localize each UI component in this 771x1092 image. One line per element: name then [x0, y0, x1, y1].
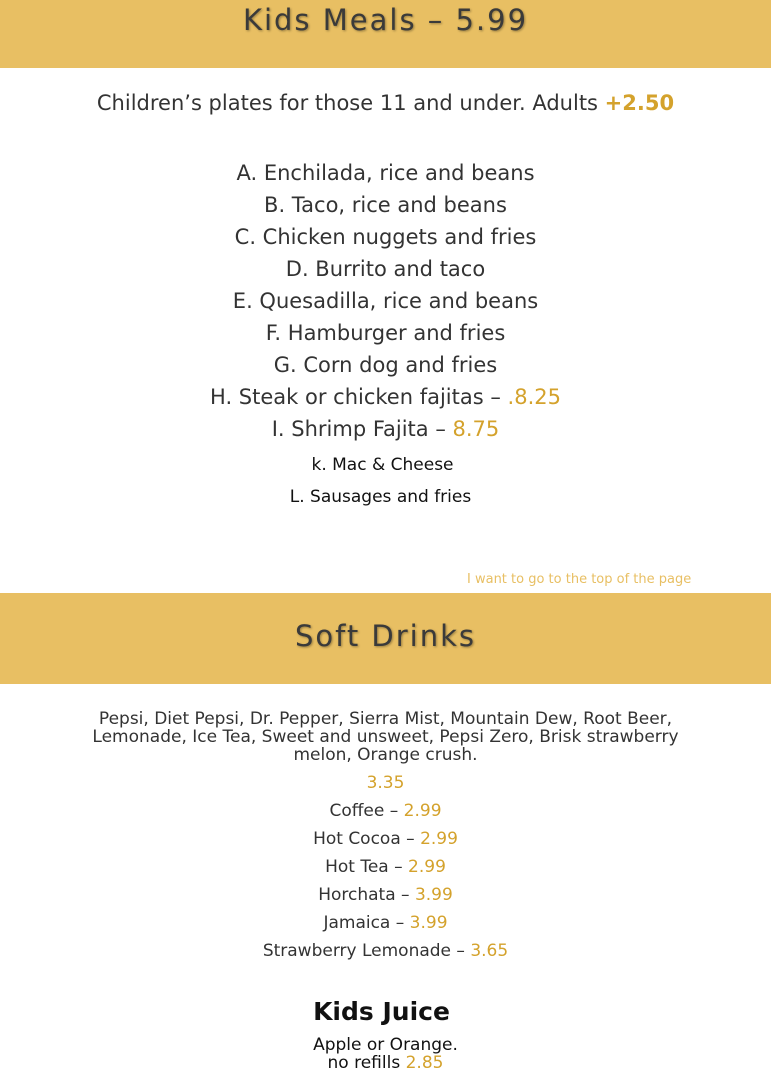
kids-meals-title: Kids Meals – 5.99: [242, 3, 529, 37]
drink-item-label: Strawberry Lemonade –: [262, 941, 471, 961]
kids-juice-refill-label: no refills: [327, 1053, 406, 1073]
kids-meal-item-label: L. Sausages and fries: [289, 487, 472, 507]
soft-drinks-title: Soft Drinks: [294, 619, 477, 653]
drink-item-price: 3.65: [470, 941, 509, 961]
drink-item-label: Hot Cocoa –: [313, 829, 421, 849]
drink-item-price: 2.99: [408, 857, 446, 877]
drink-item-price: 2.99: [403, 801, 442, 821]
drink-item-jamaica: [0, 913, 771, 933]
kids-meal-item-label: H. Steak or chicken fajitas –: [210, 385, 508, 409]
kids-meal-item-h: [0, 385, 771, 409]
kids-meals-subtitle: [0, 91, 771, 115]
kids-meal-item-a: [0, 161, 771, 185]
kids-juice-price: 2.85: [405, 1053, 444, 1073]
drink-item-price: 3.99: [409, 913, 448, 933]
kids-meal-item-i: [0, 417, 771, 441]
soft-drinks-price-value: 3.35: [366, 773, 405, 793]
drink-item-label: Jamaica –: [323, 913, 410, 933]
drink-item-strawberry-lemonade: [0, 941, 771, 961]
drink-item-label: Horchata –: [318, 885, 415, 905]
soft-drinks-price: [0, 773, 771, 793]
kids-juice-title: Kids Juice: [313, 997, 450, 1026]
kids-meal-item-label: G. Corn dog and fries: [273, 353, 498, 377]
kids-meal-item-b: [0, 193, 771, 217]
drink-item-hot-cocoa: [0, 829, 771, 849]
drink-item-horchata: [0, 885, 771, 905]
drink-item-price: 2.99: [420, 829, 458, 849]
kids-juice-line1: Apple or Orange.: [313, 1035, 458, 1055]
kids-meal-item-label: I. Shrimp Fajita –: [271, 417, 453, 441]
kids-meal-item-c: [0, 225, 771, 249]
kids-meals-subtitle-text: Children’s plates for those 11 and under. Adults: [96, 91, 605, 115]
soft-drinks-description: Pepsi, Diet Pepsi, Dr. Pepper, Sierra Mist, Mountain Dew, Root Beer, Lemonade, Ice Tea, Sweet and unsweet, Pepsi Zero, Brisk strawberry melon, Orange crush.: [92, 709, 679, 765]
drink-item-label: Coffee –: [329, 801, 404, 821]
kids-meal-item-l: [0, 487, 766, 507]
kids-meal-item-price: 8.75: [452, 417, 500, 441]
drink-item-label: Hot Tea –: [325, 857, 409, 877]
kids-juice-line2: [0, 1053, 771, 1073]
kids-meal-item-k: [0, 455, 768, 475]
kids-meal-item-d: [0, 257, 771, 281]
kids-meal-item-label: E. Quesadilla, rice and beans: [232, 289, 539, 313]
adult-surcharge-price: +2.50: [604, 91, 675, 115]
kids-meal-item-label: k. Mac & Cheese: [311, 455, 454, 475]
kids-meal-item-e: [0, 289, 771, 313]
kids-meal-item-price: .8.25: [507, 385, 561, 409]
kids-meal-item-g: [0, 353, 771, 377]
drink-item-hot-tea: [0, 857, 771, 877]
kids-meal-item-f: [0, 321, 771, 345]
kids-meal-item-label: A. Enchilada, rice and beans: [236, 161, 535, 185]
back-to-top-link[interactable]: I want to go to the top of the page: [467, 572, 692, 587]
kids-meal-item-label: F. Hamburger and fries: [265, 321, 506, 345]
drink-item-coffee: [0, 801, 771, 821]
kids-meal-item-label: C. Chicken nuggets and fries: [234, 225, 537, 249]
drink-item-price: 3.99: [414, 885, 453, 905]
kids-meal-item-label: D. Burrito and taco: [285, 257, 486, 281]
kids-meal-item-label: B. Taco, rice and beans: [264, 193, 507, 217]
